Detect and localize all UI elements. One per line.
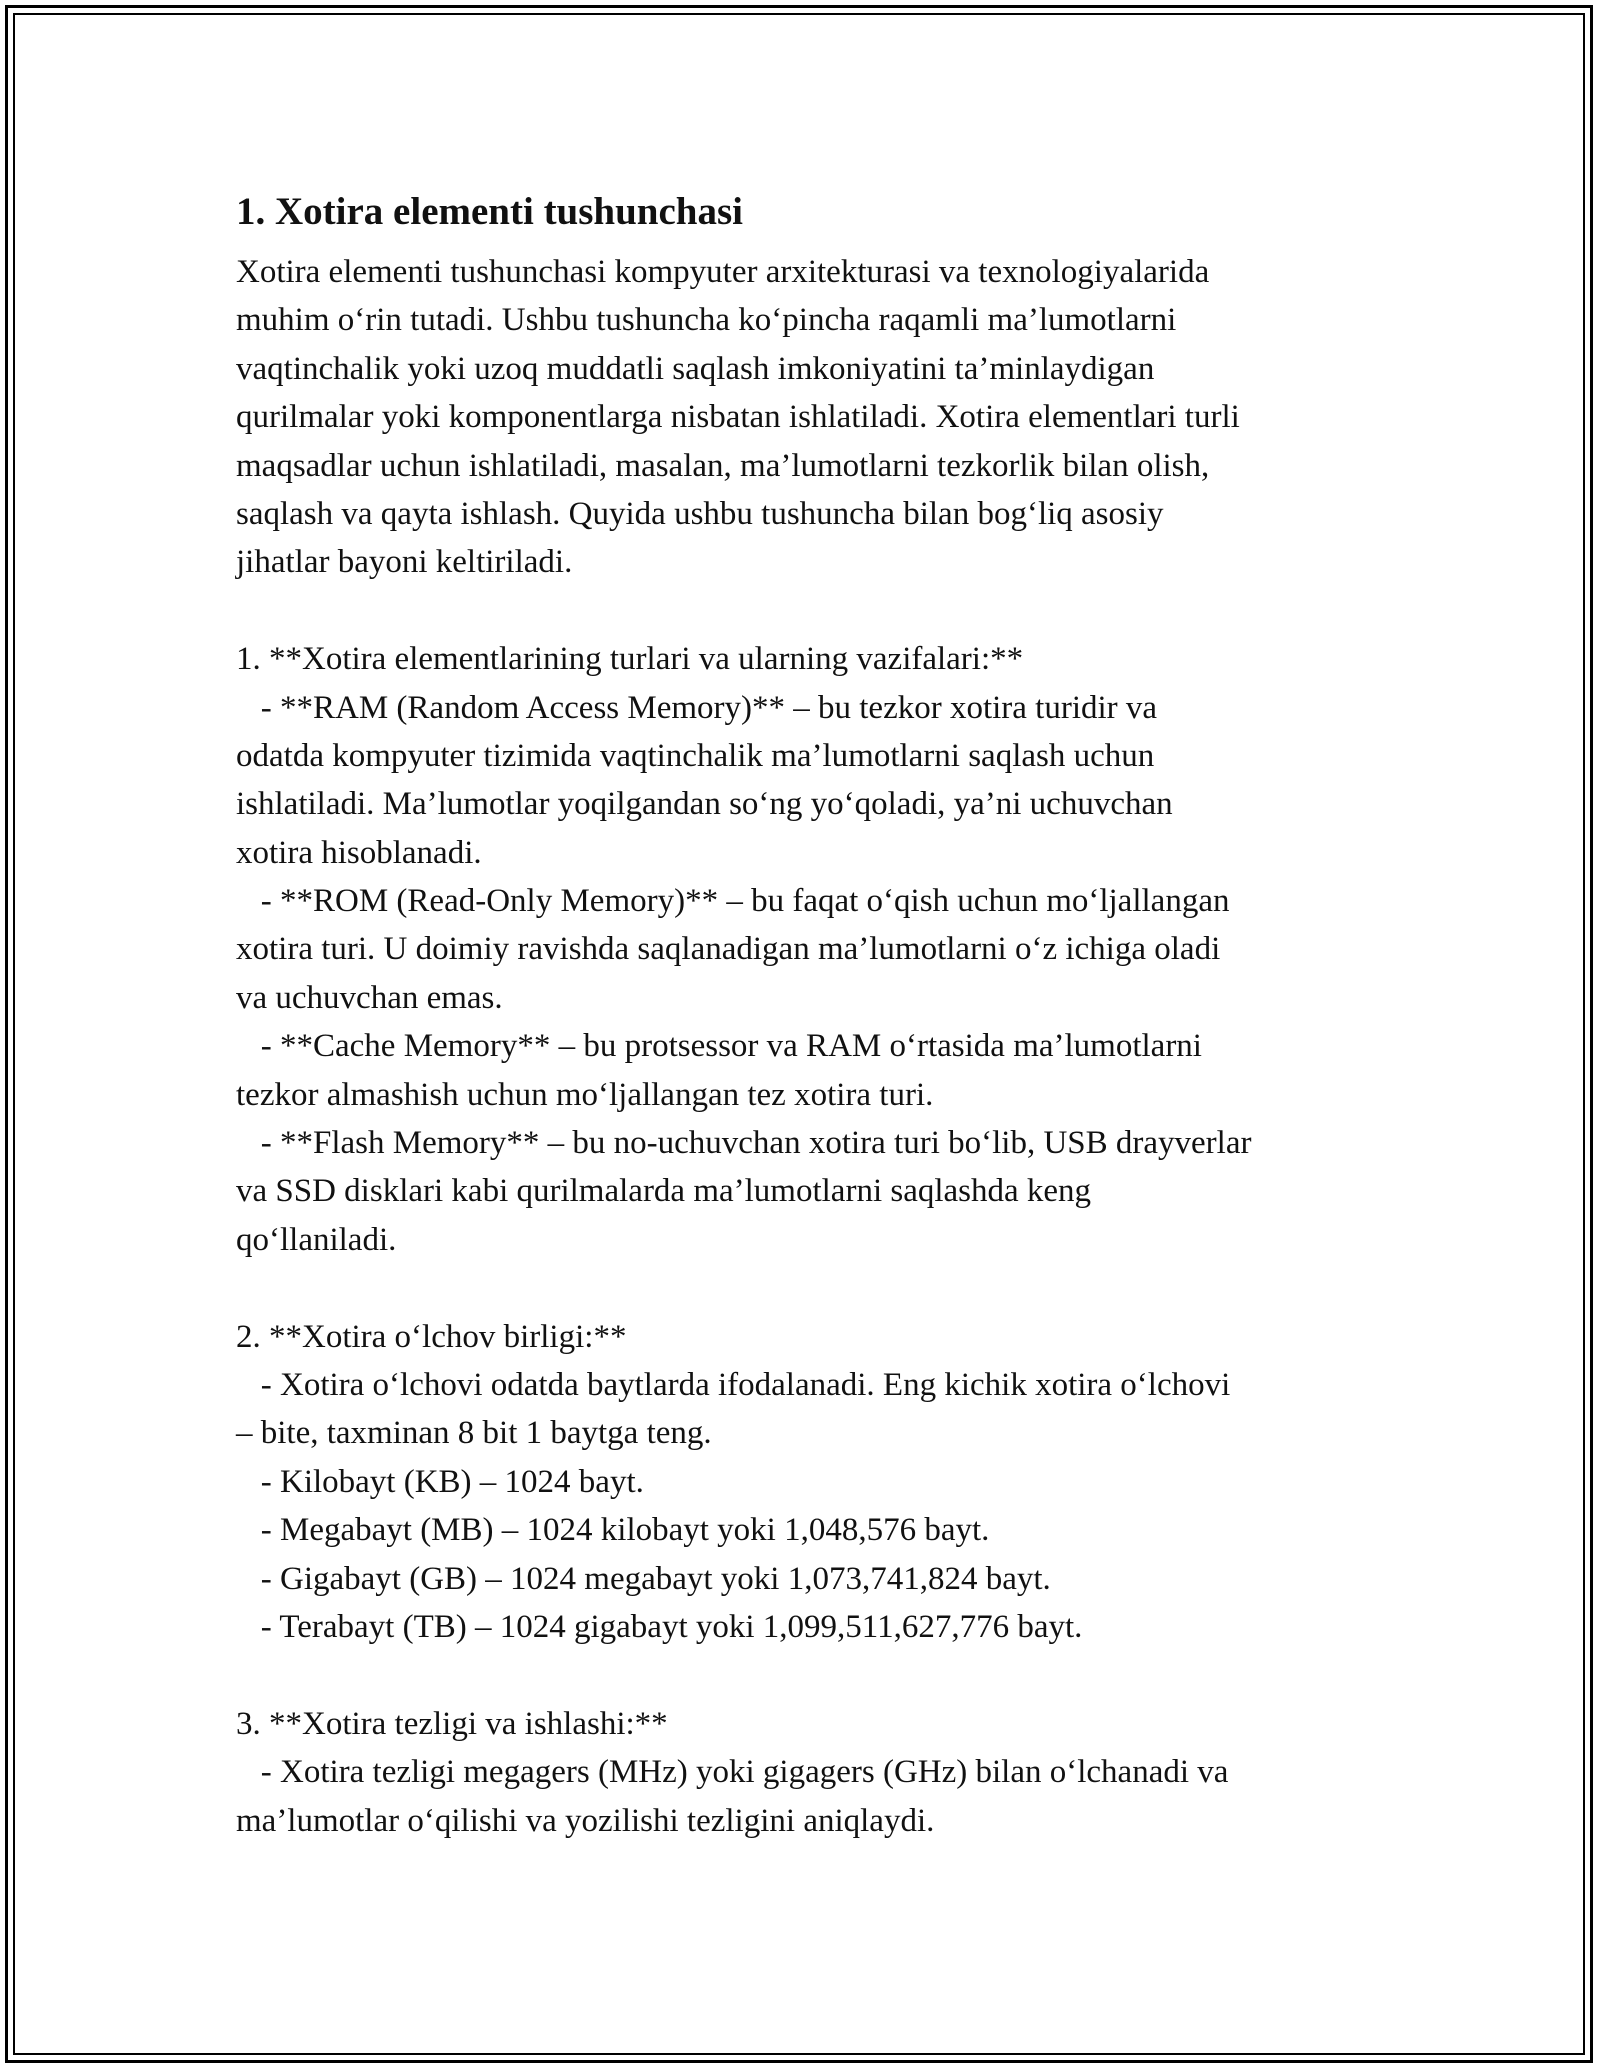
memory-units-section bbox=[236, 1313, 1396, 1652]
intro-line: vaqtinchalik yoki uzoq muddatli saqlash imkoniyatini ta’minlaydigan bbox=[236, 350, 1155, 387]
section-heading: 1. Xotira elementi tushunchasi bbox=[236, 190, 743, 233]
blank-line bbox=[236, 587, 1396, 635]
section-line: va SSD disklari kabi qurilmalarda ma’lumotlarni saqlashda keng bbox=[236, 1173, 1092, 1210]
section-line: - **Cache Memory** – bu protsessor va RAM o‘rtasida ma’lumotlarni bbox=[236, 1028, 1202, 1065]
blank-line bbox=[236, 1264, 1396, 1312]
section-line: - Xotira o‘lchovi odatda baytlarda ifodalanadi. Eng kichik xotira o‘lchovi bbox=[236, 1366, 1231, 1403]
section-line: odatda kompyuter tizimida vaqtinchalik ma’lumotlarni saqlash uchun bbox=[236, 737, 1155, 774]
section-line: - **ROM (Read-Only Memory)** – bu faqat o‘qish uchun mo‘ljallangan bbox=[236, 883, 1230, 920]
section-line: 1. **Xotira elementlarining turlari va ularning vazifalari:** bbox=[236, 641, 1024, 678]
section-line: - Kilobayt (KB) – 1024 bayt. bbox=[236, 1463, 644, 1500]
section-line: – bite, taxminan 8 bit 1 baytga teng. bbox=[236, 1415, 712, 1452]
blank-line bbox=[236, 1651, 1396, 1699]
section-line: - **RAM (Random Access Memory)** – bu tezkor xotira turidir va bbox=[236, 689, 1158, 726]
intro-line: Xotira elementi tushunchasi kompyuter arxitekturasi va texnologiyalarida bbox=[236, 254, 1210, 290]
intro-line: muhim o‘rin tutadi. Ushbu tushuncha ko‘pincha raqamli ma’lumotlarni bbox=[236, 302, 1177, 339]
memory-speed-section bbox=[236, 1700, 1396, 1845]
intro-line: saqlash va qayta ishlash. Quyida ushbu tushuncha bilan bog‘liq asosiy bbox=[236, 495, 1164, 532]
section-line: 2. **Xotira o‘lchov birligi:** bbox=[236, 1318, 627, 1355]
section-line: ma’lumotlar o‘qilishi va yozilishi tezligini aniqlaydi. bbox=[236, 1802, 935, 1839]
intro-line: jihatlar bayoni keltiriladi. bbox=[236, 544, 573, 581]
memory-types-section bbox=[236, 635, 1396, 1264]
section-line: qo‘llaniladi. bbox=[236, 1221, 397, 1258]
section-line: - **Flash Memory** – bu no-uchuvchan xotira turi bo‘lib, USB drayverlar bbox=[236, 1125, 1252, 1162]
section-line: ishlatiladi. Ma’lumotlar yoqilgandan so‘ng yo‘qoladi, ya’ni uchuvchan bbox=[236, 786, 1173, 823]
section-line: - Terabayt (TB) – 1024 gigabayt yoki 1,099,511,627,776 bayt. bbox=[236, 1608, 1083, 1645]
section-line: - Xotira tezligi megagers (MHz) yoki gigagers (GHz) bilan o‘lchanadi va bbox=[236, 1754, 1229, 1791]
intro-line: maqsadlar uchun ishlatiladi, masalan, ma’lumotlarni tezkorlik bilan olish, bbox=[236, 447, 1210, 484]
section-line: tezkor almashish uchun mo‘ljallangan tez xotira turi. bbox=[236, 1076, 934, 1113]
section-line: xotira hisoblanadi. bbox=[236, 834, 482, 871]
document-body bbox=[236, 186, 1396, 1845]
intro-line: qurilmalar yoki komponentlarga nisbatan ishlatiladi. Xotira elementlari turli bbox=[236, 399, 1240, 436]
section-line: 3. **Xotira tezligi va ishlashi:** bbox=[236, 1705, 668, 1742]
section-line: va uchuvchan emas. bbox=[236, 979, 503, 1016]
section-line: - Gigabayt (GB) – 1024 megabayt yoki 1,073,741,824 bayt. bbox=[236, 1560, 1051, 1597]
section-line: - Megabayt (MB) – 1024 kilobayt yoki 1,048,576 bayt. bbox=[236, 1512, 990, 1549]
intro-paragraph bbox=[236, 248, 1396, 587]
section-line: xotira turi. U doimiy ravishda saqlanadigan ma’lumotlarni o‘z ichiga oladi bbox=[236, 931, 1221, 968]
